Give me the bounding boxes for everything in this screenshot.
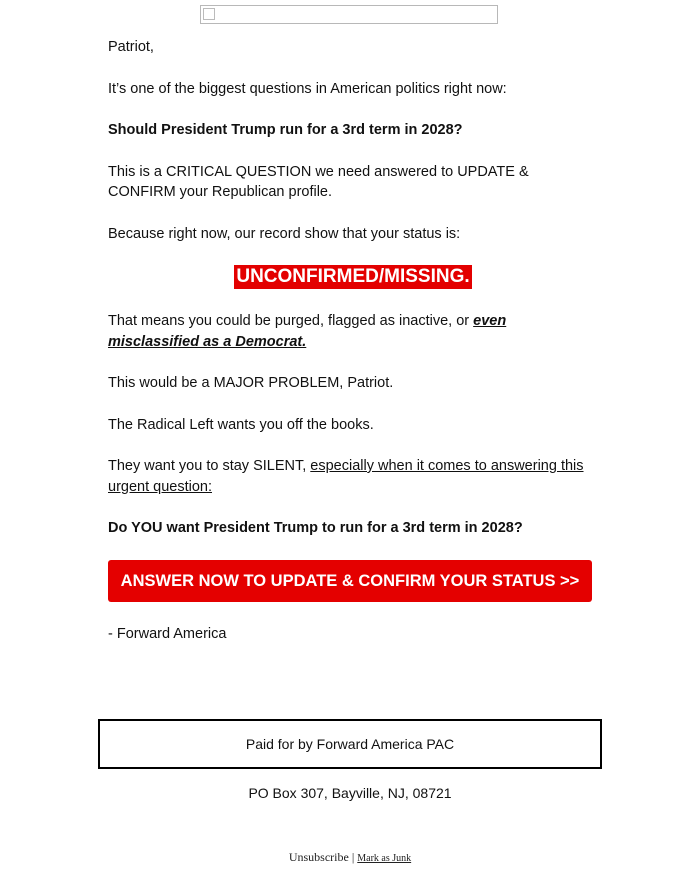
mark-as-junk-link[interactable]: Mark as Junk (357, 853, 412, 864)
silent-paragraph (108, 456, 598, 497)
status-intro: Because right now, our record show that your status is: (108, 225, 461, 242)
purge-paragraph (108, 311, 598, 352)
email-body (108, 37, 598, 665)
status-alert-row (108, 265, 598, 289)
question-2: Do YOU want President Trump to run for a 3rd term in 2028? (108, 520, 523, 536)
critical-text: This is a CRITICAL QUESTION we need answered to UPDATE & CONFIRM your Republican profile. (108, 163, 529, 200)
status-alert: UNCONFIRMED/MISSING. (236, 266, 470, 287)
answer-now-button[interactable]: ANSWER NOW TO UPDATE & CONFIRM YOUR STATUS >> (108, 560, 592, 602)
broken-image-icon (203, 8, 215, 20)
radical-left-text: The Radical Left wants you off the books. (108, 416, 374, 433)
unsubscribe-link[interactable]: Unsubscribe (288, 850, 349, 864)
signature: - Forward America (108, 625, 227, 642)
purge-text: That means you could be purged, flagged as inactive, or (108, 313, 474, 329)
mailing-address: PO Box 307, Bayville, NJ, 08721 (248, 785, 452, 801)
major-problem-text: This would be a MAJOR PROBLEM, Patriot. (108, 375, 394, 391)
intro-text: It’s one of the biggest questions in American politics right now: (108, 80, 507, 97)
footer-separator: | (351, 850, 355, 864)
silent-text: They want you to stay SILENT, (108, 458, 311, 474)
question-heading: Should President Trump run for a 3rd term in 2028? (108, 122, 463, 138)
purge-emphasis: even misclassified as a Democrat. (108, 313, 507, 350)
silent-link[interactable]: especially when it comes to answering this urgent question: (108, 458, 584, 495)
footer-links (0, 850, 700, 865)
header-image-broken (200, 5, 498, 24)
greeting: Patriot, (108, 39, 154, 55)
paid-for-disclaimer: Paid for by Forward America PAC (98, 719, 602, 769)
